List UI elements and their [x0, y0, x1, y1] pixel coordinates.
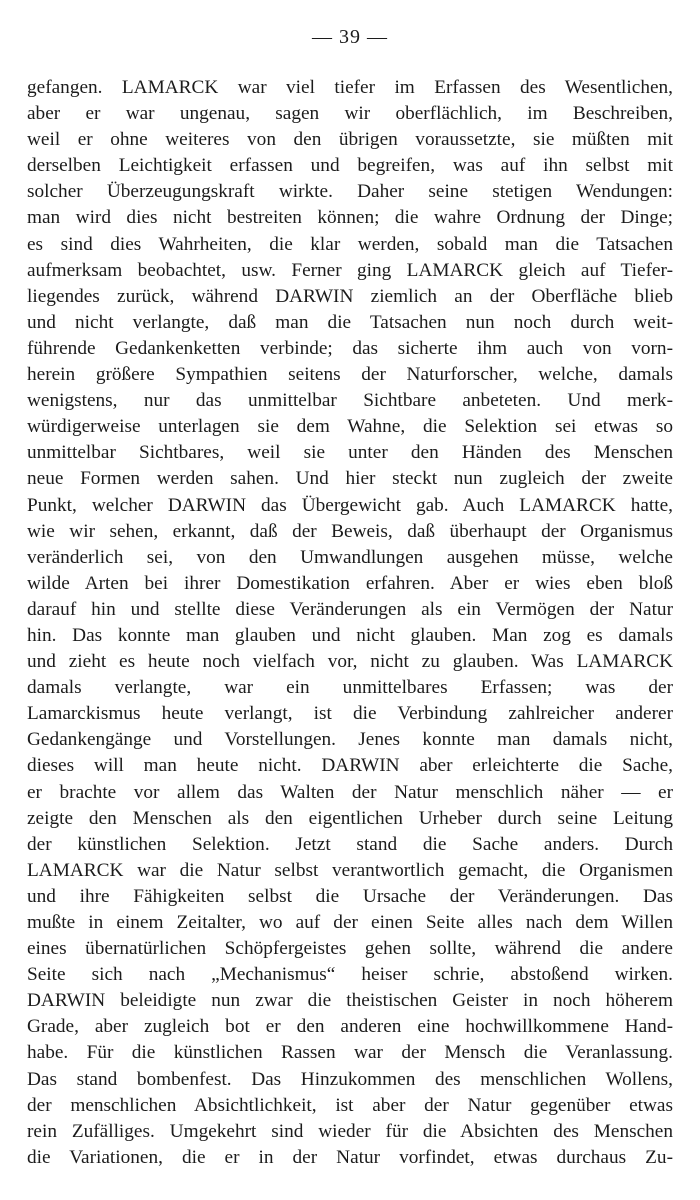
text-line: LAMARCK war die Natur selbst verantwortlich gemacht, die Organismen — [27, 859, 673, 881]
text-line: derselben Leichtigkeit erfassen und begreifen, was auf ihn selbst mit — [27, 155, 673, 177]
page-number: — 39 — — [312, 26, 388, 48]
text-line: unmittelbar Sichtbares, weil sie unter den Händen des Menschen — [27, 442, 673, 464]
text-line: würdigerweise unterlagen sie dem Wahne, die Selektion sei etwas so — [27, 416, 673, 438]
text-line: die Variationen, die er in der Natur vorfindet, etwas durchaus Zu- — [27, 1146, 673, 1168]
text-line: DARWIN beleidigte nun zwar die theistischen Geister in noch höherem — [27, 990, 673, 1012]
text-line: und ihre Fähigkeiten selbst die Ursache der Veränderungen. Das — [27, 885, 673, 907]
text-line: wenigstens, nur das unmittelbar Sichtbare anbeteten. Und merk- — [27, 390, 673, 412]
text-line: Das stand bombenfest. Das Hinzukommen des menschlichen Wollens, — [27, 1068, 673, 1090]
text-line: wie wir sehen, erkannt, daß der Beweis, daß überhaupt der Organismus — [27, 520, 673, 542]
text-line: wilde Arten bei ihrer Domestikation erfahren. Aber er wies eben bloß — [27, 572, 673, 594]
text-line: und zieht es heute noch vielfach vor, nicht zu glauben. Was LAMARCK — [27, 651, 673, 673]
text-line: man wird dies nicht bestreiten können; die wahre Ordnung der Dinge; — [27, 207, 673, 229]
text-line: führende Gedankenketten verbinde; das sicherte ihm auch von vorn- — [27, 337, 673, 359]
text-line: rein Zufälliges. Umgekehrt sind wieder für die Absichten des Menschen — [27, 1120, 673, 1142]
text-line: er brachte vor allem das Walten der Natur menschlich näher — er — [27, 781, 673, 803]
text-line: mußte in einem Zeitalter, wo auf der einen Seite alles nach dem Willen — [27, 912, 673, 933]
text-line: hin. Das konnte man glauben und nicht glauben. Man zog es damals — [27, 624, 673, 646]
text-line: zeigte den Menschen als den eigentlichen Urheber durch seine Leitung — [27, 807, 673, 829]
text-line: Grade, aber zugleich bot er den anderen eine hochwillkommene Hand- — [27, 1016, 673, 1038]
text-line: eines übernatürlichen Schöpfergeistes gehen sollte, während die andere — [27, 938, 673, 960]
body-text — [27, 75, 673, 1171]
text-line: weil er ohne weiteres von den übrigen voraussetzte, sie müßten mit — [27, 129, 673, 151]
text-line: gefangen. LAMARCK war viel tiefer im Erfassen des Wesentlichen, — [27, 77, 673, 98]
text-line: es sind dies Wahrheiten, die klar werden, sobald man die Tatsachen — [27, 233, 673, 255]
text-line: Lamarckismus heute verlangt, ist die Verbindung zahlreicher anderer — [27, 703, 673, 725]
text-line: herein größere Sympathien seitens der Naturforscher, welche, damals — [27, 364, 673, 386]
text-line: Gedankengänge und Vorstellungen. Jenes konnte man damals nicht, — [27, 729, 673, 751]
text-line: veränderlich sei, von den Umwandlungen ausgehen müsse, welche — [27, 546, 673, 568]
text-line: der menschlichen Absichtlichkeit, ist aber der Natur gegenüber etwas — [27, 1094, 673, 1116]
text-line: solcher Überzeugungskraft wirkte. Daher seine stetigen Wendungen: — [27, 181, 673, 203]
text-line: aufmerksam beobachtet, usw. Ferner ging LAMARCK gleich auf Tiefer- — [27, 259, 673, 281]
text-line: und nicht verlangte, daß man die Tatsachen nun noch durch weit- — [27, 311, 673, 333]
text-line: liegendes zurück, während DARWIN ziemlich an der Oberfläche blieb — [27, 285, 673, 307]
text-line: aber er war ungenau, sagen wir oberflächlich, im Beschreiben, — [27, 103, 673, 125]
text-line: darauf hin und stellte diese Veränderungen als ein Vermögen der Natur — [27, 598, 673, 620]
text-line: habe. Für die künstlichen Rassen war der Mensch die Veranlassung. — [27, 1042, 673, 1064]
text-line: neue Formen werden sahen. Und hier steckt nun zugleich der zweite — [27, 468, 673, 490]
text-line: dieses will man heute nicht. DARWIN aber erleichterte die Sache, — [27, 755, 673, 777]
text-line: damals verlangte, war ein unmittelbares Erfassen; was der — [27, 677, 673, 699]
text-line: der künstlichen Selektion. Jetzt stand die Sache anders. Durch — [27, 833, 673, 855]
text-line: Seite sich nach „Mechanismus“ heiser schrie, abstoßend wirken. — [27, 964, 673, 986]
text-line: Punkt, welcher DARWIN das Übergewicht gab. Auch LAMARCK hatte, — [27, 494, 673, 516]
